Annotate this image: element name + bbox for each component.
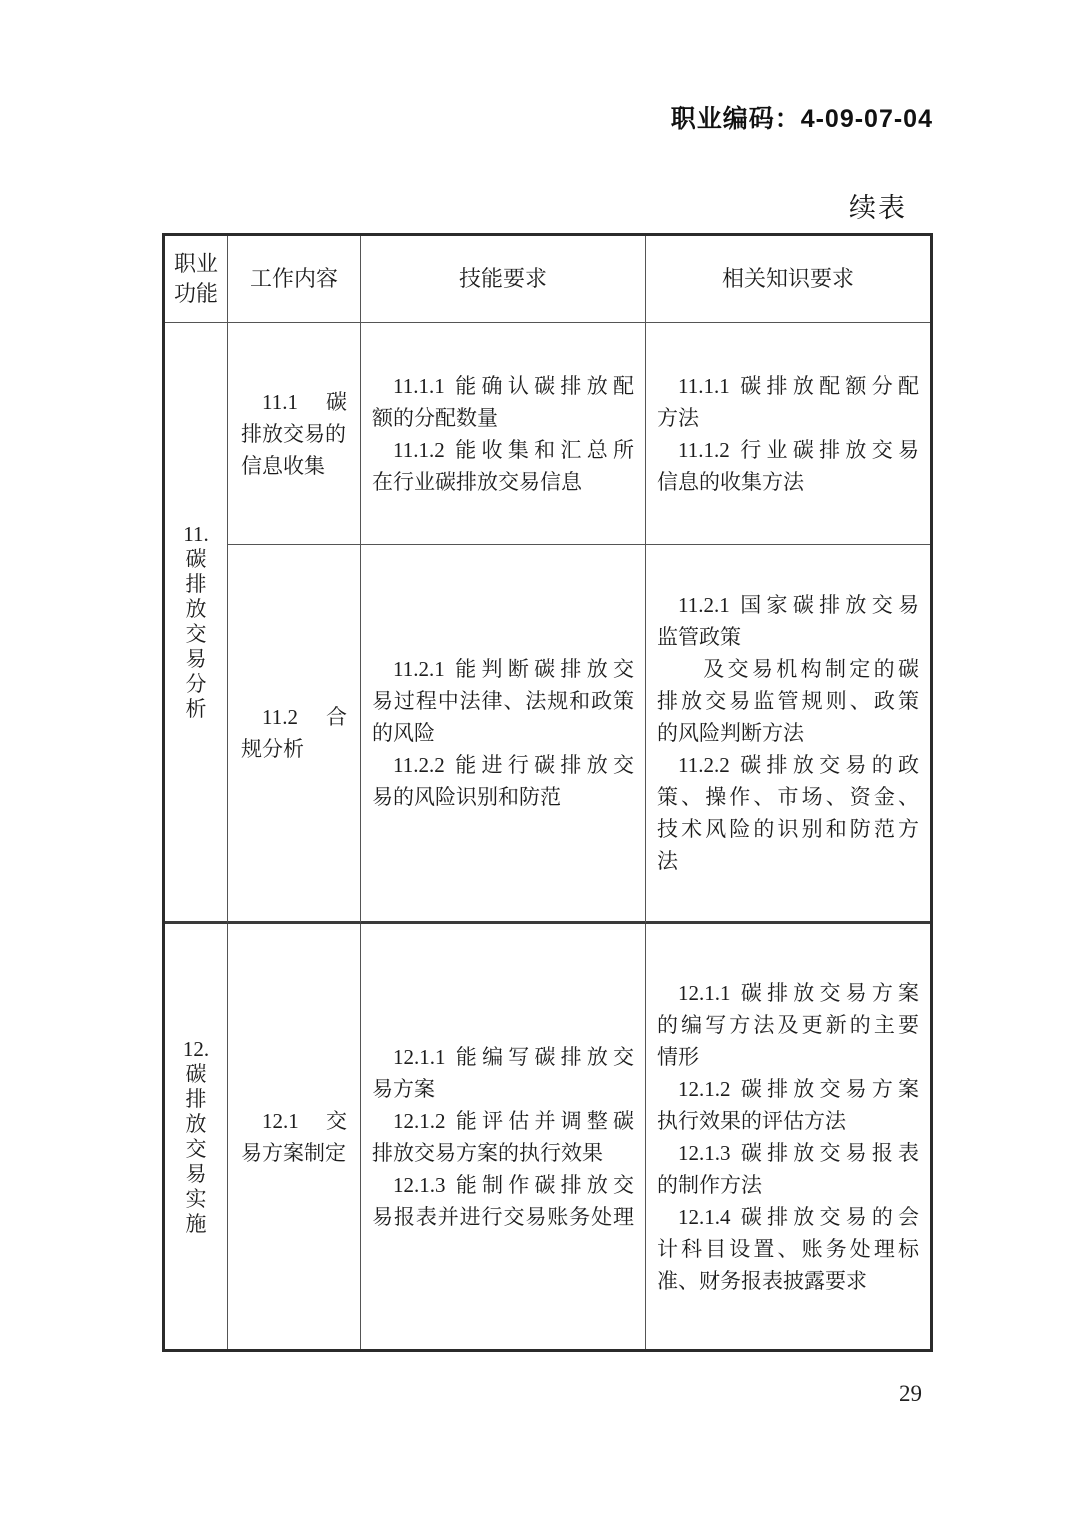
header-label: 技能要求 [458,266,547,291]
header-occupational-function [165,236,228,323]
text-line: 12.1.1 能编写碳排放交 [393,1044,634,1069]
text-line: 排 [185,572,207,596]
text-line: 额的分配数量 [372,405,498,430]
text-line: 11.2.2 碳排放交易的政 [678,753,919,777]
text-line: 的风险判断方法 [657,721,804,745]
text-line: 策、操作、市场、资金、 [657,785,919,809]
text-line: 排放交易监管规则、政策 [657,689,919,713]
text-line: 技术风险的识别和防范方 [657,817,919,841]
text-line: 施 [185,1211,207,1236]
text-line: 11.2.1 能判断碳排放交 [393,657,634,681]
text-line: 易 [185,1161,207,1186]
text-line: 析 [185,697,207,721]
skill-cell-11-1 [361,323,646,545]
text-line: 的制作方法 [657,1172,762,1197]
text-line: 实 [185,1186,207,1211]
text-line: 的风险 [372,721,435,745]
text-line: 情形 [657,1044,699,1069]
header-knowledge-requirements [646,236,930,323]
text-line: 交 [185,622,207,646]
text-line: 碳 [185,1061,207,1086]
text-line: 排放交易的 [241,421,346,446]
page-number: 29 [899,1381,922,1406]
continued-table-label: 续表 [849,193,907,223]
text-line: 排放交易方案的执行效果 [372,1140,603,1165]
text-line: 的编写方法及更新的主要 [657,1012,919,1037]
text-line: 11.1.2 能收集和汇总所 [393,437,634,462]
function-cell-12 [165,924,228,1349]
knowledge-cell-12-1 [646,924,930,1349]
header-skill-requirements [361,236,646,323]
knowledge-cell-11-2 [646,545,930,924]
text-line: 11.1.2 行业碳排放交易 [678,437,919,462]
text-line: 执行效果的评估方法 [657,1108,846,1133]
text-line: 放 [185,1111,207,1136]
text-line: 12. [182,1036,210,1061]
text-line: 11.2.2 能进行碳排放交 [393,753,634,777]
text-line: 12.1.3 能制作碳排放交 [393,1172,634,1197]
text-line: 在行业碳排放交易信息 [372,469,582,494]
knowledge-cell-11-1 [646,323,930,545]
text-line: 易报表并进行交易账务处理 [372,1204,634,1229]
text-line: 11.2 合 [262,705,347,729]
function-cell-11 [165,323,228,924]
text-line: 11.1.1 能确认碳排放配 [393,373,634,398]
text-line: 12.1.3 碳排放交易报表 [678,1140,919,1165]
text-line: 易过程中法律、法规和政策 [372,689,634,713]
text-line: 分 [185,672,207,696]
text-line: 法 [657,849,678,873]
text-line: 方法 [657,405,699,430]
skill-cell-11-2 [361,545,646,924]
occupation-standard-table [162,233,933,1352]
text-line: 12.1.2 碳排放交易方案 [678,1076,919,1101]
text-line: 排 [185,1086,207,1111]
work-content-cell-11-1 [228,323,361,545]
work-content-cell-11-2 [228,545,361,924]
text-line: 易方案 [372,1076,435,1101]
text-line: 12.1.1 碳排放交易方案 [678,980,919,1005]
work-content-cell-12-1 [228,924,361,1349]
text-line: 11.1 碳 [262,389,347,414]
text-line: 11.1.1 碳排放配额分配 [678,373,919,398]
text-line: 12.1.4 碳排放交易的会 [678,1204,919,1229]
text-line: 12.1 交 [262,1108,347,1133]
text-line: 放 [185,597,207,621]
text-line: 易的风险识别和防范 [372,785,561,809]
text-line: 职业 [173,251,218,276]
text-line: 易方案制定 [241,1140,346,1165]
text-line: 计科目设置、账务处理标 [657,1236,919,1261]
header-label: 工作内容 [249,266,338,291]
text-line: 易 [185,647,207,671]
header-label: 相关知识要求 [721,266,854,291]
text-line: 监管政策 [657,625,741,649]
occupation-code: 职业编码：4-09-07-04 [670,105,933,133]
text-line: 信息收集 [241,453,325,478]
text-line: 规分析 [241,737,304,761]
text-line: 交 [185,1136,207,1161]
text-line: 功能 [173,281,218,306]
skill-cell-12-1 [361,924,646,1349]
text-line: 准、财务报表披露要求 [657,1268,867,1293]
header-work-content [228,236,361,323]
text-line: 11. [183,522,209,546]
text-line: 及交易机构制定的碳 [703,657,919,681]
text-line: 碳 [185,547,207,571]
text-line: 11.2.1 国家碳排放交易 [678,593,919,617]
text-line: 12.1.2 能评估并调整碳 [393,1108,634,1133]
text-line: 信息的收集方法 [657,469,804,494]
